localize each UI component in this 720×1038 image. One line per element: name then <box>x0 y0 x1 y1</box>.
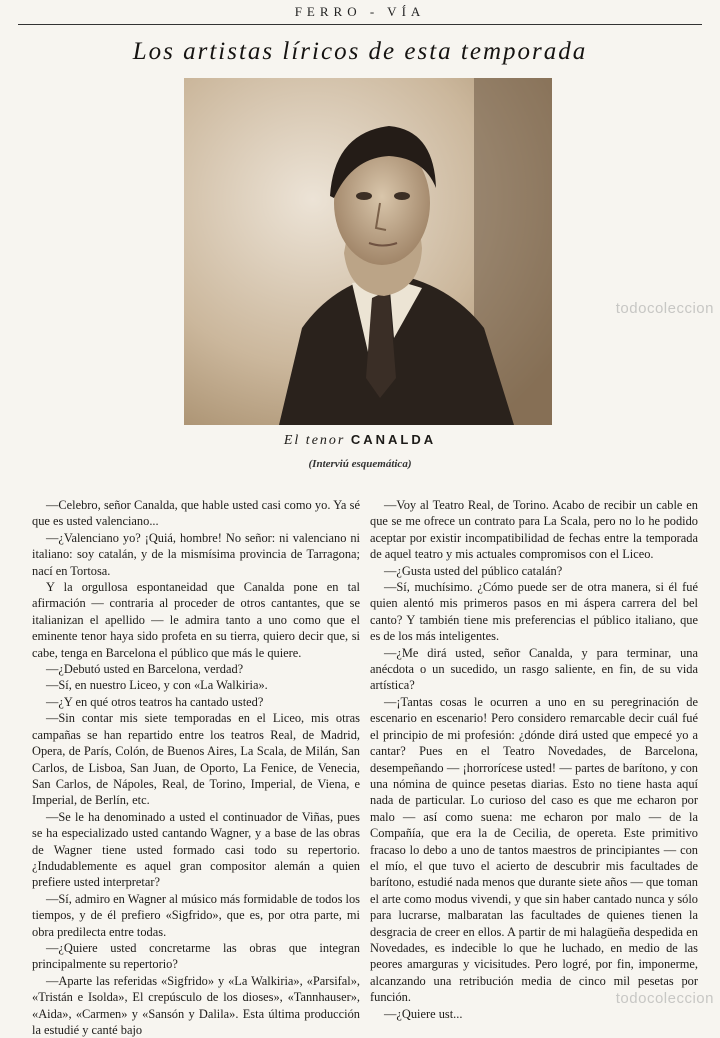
paragraph: —¿Quiere usted concretarme las obras que integran principalmente su repertorio? <box>32 940 360 972</box>
masthead-rule <box>18 24 702 25</box>
left-column <box>32 497 360 1037</box>
paragraph: —¿Quiere ust... <box>384 1006 463 1021</box>
photo-caption <box>0 432 720 449</box>
paragraph: —Sí, muchísimo. ¿Cómo puede ser de otra manera, si él fué quien alentó mis primeros pasos en mi áspera carrera del bel canto? Y también tiene mis preferencias el público italiano, que es de los más inteligentes. <box>370 580 698 644</box>
paragraph: —Sí, admiro en Wagner al músico más formidable de todos los tiempos, y de él prefiero «Sigfrido», que es, por otra parte, mi obra predilecta entre todas. <box>32 891 360 939</box>
watermark-bottom: todocoleccion <box>615 990 714 1007</box>
paragraph: Y la orgullosa espontaneidad que Canalda pone en tal afirmación — contraria al proceder de otros cantantes, que se italianizan el apellido — le admira tanto a uno como que el eminente tenor haya sido profeta en su tierra, quiero decir que, si cabe, tenga en Barcelona el público que más le quiere. <box>32 580 360 660</box>
caption-prefix: El tenor <box>283 433 346 448</box>
paragraph: —Celebro, señor Canalda, que hable usted casi como yo. Ya sé que es usted valenciano... <box>32 498 360 529</box>
caption-name: CANALDA <box>350 432 437 447</box>
paragraph: —Voy al Teatro Real, de Torino. Acabo de recibir un cable en que se me ofrece un contrato para La Scala, pero no lo he podido aceptar por existir incompatibilidad de fechas entre la temporada de aquel teatro y mis actuales compromisos con el Liceo. <box>370 498 698 562</box>
paragraph: —Sí, en nuestro Liceo, y con «La Walkiria». <box>46 678 268 693</box>
paragraph: —¿Valenciano yo? ¡Quiá, hombre! No señor: ni valenciano ni italiano: soy catalán, y de la mismísima provincia de Tarragona; nací en Tortosa. <box>32 530 360 578</box>
masthead: FERRO - VÍA <box>294 4 426 19</box>
subcaption: (Interviú esquemática) <box>308 458 412 470</box>
paragraph: —Aparte las referidas «Sigfrido» y «La Walkiria», «Parsifal», «Tristán e Isolda», El crepúsculo de los dioses», «Tannhauser», «Aida», «Carmen» y «Sansón y Dalila». Esta última producción la estudié y canté bajo <box>32 973 360 1037</box>
watermark-top: todocoleccion <box>615 300 714 317</box>
paragraph: —Sin contar mis siete temporadas en el Liceo, mis otras campañas se han repartido entre los teatros Real, de Madrid, Opera, de París, Colón, de Buenos Aires, La Scala, de Milán, San Carlos, de Lisboa, San Juan, de Oporto, La Fenice, de Venecia, San Carlos, de Nápoles, Real, de Torino, Imperial, de Viena, e Imperial, de Berlín, etc. <box>32 711 360 808</box>
paragraph: —¿Gusta usted del público catalán? <box>384 563 563 578</box>
paragraph: —¿Debutó usted en Barcelona, verdad? <box>46 662 244 677</box>
paragraph: —¿Me dirá usted, señor Canalda, y para terminar, una anécdota o un sucedido, un rasgo saliente, en fin, de su vida artística? <box>370 645 698 693</box>
paragraph: —¡Tantas cosas le ocurren a uno en su peregrinación de escenario en escenario! Pero considero remarcable decir cuál fué el principio de mi profesión: ¿dónde dirá usted que empecé yo a cantar? Pues en el Teatro Novedades, de Barcelona, desempeñando — ¡horrorícese usted! — partes de barítono, y con una nómina de quince pesetas diarias. Esto no tiene hasta aquí nada de particular. Lo curioso del caso es que me echaron por malo — así como suena: me echaron por malo — de la Compañía, que era la de Cecilia, de opereta. Este primitivo fracaso lo debo a uno de tantos maestros de principiantes — con el mío, el que tuvo el acierto de descubrir mis facultades de barítono, estudié nada menos que durante siete años — que toman el arte como modus vivendi, y que sin haber cantado nunca y sólo para lucrarse, malbaratan las facultades de quienes tienen la desgracia de creer en ellos. A partir de mi halagüeña despedida en Novedades, es indecible lo que he luchado, en medio de las peores amarguras y vicisitudes. Pero logré, por fin, imponerme, alcanzando una retribución media de cinco mil pesetas por función. <box>370 694 698 1005</box>
right-column <box>370 497 698 1021</box>
tenor-portrait-photo <box>184 78 552 425</box>
headline: Los artistas líricos de esta temporada <box>132 38 588 65</box>
paragraph: —Se le ha denominado a usted el continuador de Viñas, pues se ha especializado usted cantando Wagner, y a base de las obras de Wagner tiene usted formado casi todo su repertorio. ¿Indudablemente es aquel gran compositor alemán a quien prefiere usted interpretar? <box>32 809 360 890</box>
paragraph: —¿Y en qué otros teatros ha cantado usted? <box>46 694 264 709</box>
